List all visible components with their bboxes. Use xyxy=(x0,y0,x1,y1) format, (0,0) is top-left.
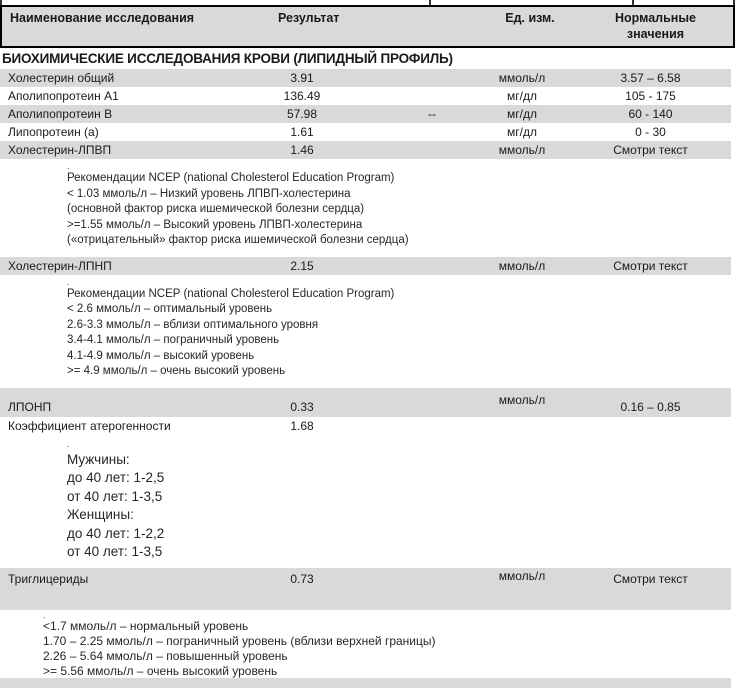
table-row xyxy=(0,417,731,435)
table-row xyxy=(0,123,731,141)
table-row xyxy=(0,105,731,123)
note-line: < 1.03 ммоль/л – Низкий уровень ЛПВП-холестерина xyxy=(67,187,351,200)
test-name: Коэффициент атерогенности xyxy=(8,418,171,433)
note-line: от 40 лет: 1-3,5 xyxy=(67,544,163,559)
table-row xyxy=(0,388,731,417)
note-line: Рекомендации NCEP (national Cholesterol Education Program) xyxy=(67,172,395,184)
note-line: 2.26 – 5.64 ммоль/л – повышенный уровень xyxy=(43,648,288,663)
test-result: 136.49 xyxy=(283,89,321,103)
test-normal-range: Смотри текст xyxy=(613,143,688,157)
test-result: 57.98 xyxy=(286,107,318,121)
previous-row-remnant xyxy=(0,0,737,5)
note-line: 4.1-4.9 ммоль/л – высокий уровень xyxy=(67,349,255,362)
test-name: Липопротеин (а) xyxy=(8,125,99,139)
test-notes xyxy=(0,435,731,568)
test-name: Холестерин общий xyxy=(8,71,115,85)
test-name: Аполипопротеин А1 xyxy=(8,89,119,103)
test-normal-range: 0.16 – 0.85 xyxy=(620,399,681,414)
test-name: Холестерин-ЛПВП xyxy=(8,143,112,157)
test-result: 2.15 xyxy=(290,258,314,273)
test-result: 3.91 xyxy=(290,71,314,85)
next-row-remnant xyxy=(0,678,731,688)
results-table-body xyxy=(0,69,731,679)
note-line: 2.6-3.3 ммоль/л – вблизи оптимального уровня xyxy=(67,318,319,331)
note-marker: . xyxy=(67,276,70,287)
test-flag: -- xyxy=(428,107,436,121)
test-normal-range: 60 - 140 xyxy=(628,107,673,121)
note-line: Женщины: xyxy=(67,507,134,522)
test-notes xyxy=(0,159,731,257)
test-result: 1.68 xyxy=(290,418,314,433)
test-name: ЛПОНП xyxy=(8,399,52,414)
cell-border-remnant xyxy=(632,0,634,5)
section-title: БИОХИМИЧЕСКИЕ ИССЛЕДОВАНИЯ КРОВИ (ЛИПИДНЫЙ ПРОФИЛЬ) xyxy=(2,51,453,66)
test-normal-range: 105 - 175 xyxy=(625,89,676,103)
test-normal-range: Смотри текст xyxy=(613,258,688,273)
test-name: Холестерин-ЛПНП xyxy=(8,258,112,273)
cell-border-remnant xyxy=(0,0,2,5)
test-result: 0.33 xyxy=(290,399,314,414)
note-marker: . xyxy=(67,438,70,449)
test-name: Аполипопротеин В xyxy=(8,107,113,121)
test-unit: мг/дл xyxy=(507,107,537,121)
table-row xyxy=(0,257,731,275)
note-line: >= 5.56 ммоль/л – очень высокий уровень xyxy=(43,664,278,679)
test-result: 0.73 xyxy=(290,571,314,586)
note-line: от 40 лет: 1-3,5 xyxy=(67,488,163,504)
header-normal-values: Нормальные значения xyxy=(615,11,696,41)
header-test-name: Наименование исследования xyxy=(10,11,195,25)
note-line: («отрицательный» фактор риска ишемической болезни сердца) xyxy=(67,234,409,246)
header-result: Результат xyxy=(278,11,340,25)
note-line: < 2.6 ммоль/л – оптимальный уровень xyxy=(67,303,273,315)
note-line: до 40 лет: 1-2,2 xyxy=(67,525,165,541)
note-line: 3.4-4.1 ммоль/л – пограничный уровень xyxy=(67,334,280,346)
cell-border-remnant xyxy=(429,0,431,5)
test-unit: ммоль/л xyxy=(498,143,546,157)
test-normal-range: Смотри текст xyxy=(613,571,688,586)
note-line: >=1.55 ммоль/л – Высокий уровень ЛПВП-холестерина xyxy=(67,218,363,231)
note-marker: . xyxy=(67,161,70,171)
test-result: 1.61 xyxy=(290,125,314,139)
note-line: 1.70 – 2.25 ммоль/л – пограничный уровень (вблизи верхней границы) xyxy=(43,633,436,648)
test-unit: ммоль/л xyxy=(498,258,546,273)
note-marker: . xyxy=(43,609,46,620)
test-name: Триглицериды xyxy=(8,571,89,586)
note-line: (основной фактор риска ишемической болезни сердца) xyxy=(67,203,365,215)
note-line: Мужчины: xyxy=(67,451,130,467)
test-normal-range: 0 - 30 xyxy=(635,125,666,139)
note-line: <1.7 ммоль/л – нормальный уровень xyxy=(43,618,249,633)
test-notes xyxy=(0,610,731,680)
test-unit: ммоль/л xyxy=(498,392,546,407)
test-unit: мг/дл xyxy=(507,125,537,139)
table-row xyxy=(0,568,731,610)
test-unit: ммоль/л xyxy=(498,568,546,583)
test-result: 1.46 xyxy=(290,143,314,157)
note-line: Рекомендации NCEP (national Cholesterol Education Program) xyxy=(67,287,395,300)
note-line: >= 4.9 ммоль/л – очень высокий уровень xyxy=(67,365,286,377)
table-row xyxy=(0,87,731,105)
test-unit: мг/дл xyxy=(507,89,537,103)
cell-border-remnant xyxy=(733,0,735,5)
note-line: до 40 лет: 1-2,5 xyxy=(67,470,165,485)
header-flag-spacer xyxy=(342,10,482,42)
test-unit: ммоль/л xyxy=(498,71,546,85)
test-notes xyxy=(0,275,731,388)
header-unit: Ед. изм. xyxy=(505,11,555,25)
table-row xyxy=(0,69,731,87)
table-header xyxy=(0,5,735,48)
test-normal-range: 3.57 – 6.58 xyxy=(620,71,681,85)
table-row xyxy=(0,141,731,159)
